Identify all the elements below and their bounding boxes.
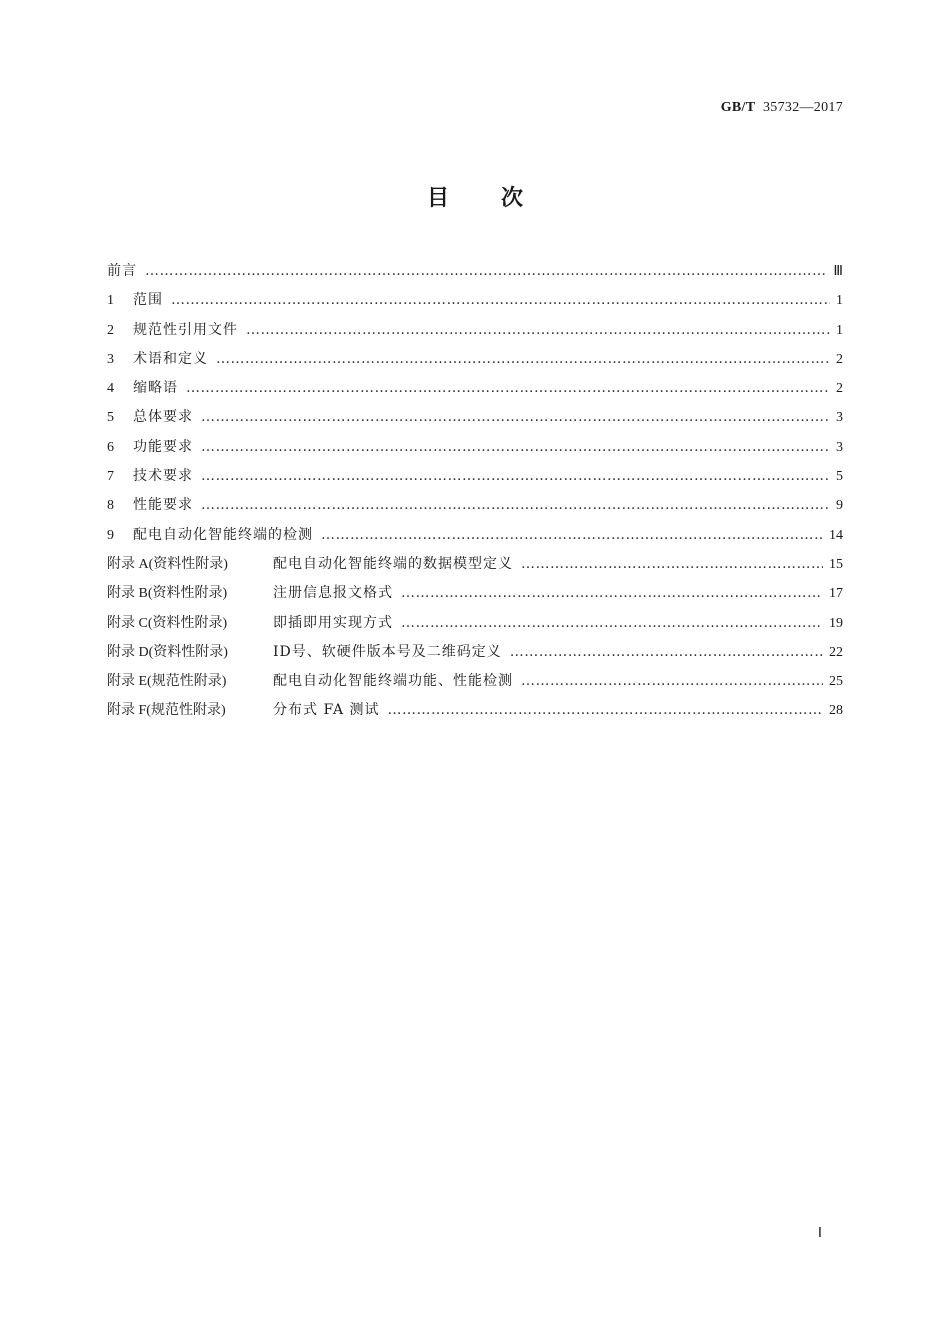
toc-entry-number: 9 xyxy=(107,527,114,543)
toc-entry-page: 3 xyxy=(836,439,843,455)
toc-entry-page: 15 xyxy=(829,556,843,572)
toc-leader-dots xyxy=(186,376,830,400)
toc-entry-page: 22 xyxy=(829,644,843,660)
toc-entry[interactable] xyxy=(107,611,843,640)
toc-entry-label: 规范性引用文件 xyxy=(133,321,238,338)
toc-leader-dots xyxy=(510,640,823,664)
toc-entry-number: 附录 E(规范性附录) xyxy=(107,674,227,690)
toc-leader-dots xyxy=(388,698,823,722)
toc-entry-number: 附录 B(资料性附录) xyxy=(107,586,228,602)
toc-leader-dots xyxy=(201,435,830,459)
toc-entry-page: 1 xyxy=(836,322,843,338)
toc-leader-dots xyxy=(521,552,823,576)
toc-entry-number: 5 xyxy=(107,410,114,426)
toc-leader-dots xyxy=(201,493,830,517)
toc-entry-page: 9 xyxy=(836,498,843,514)
toc-entry-page: 25 xyxy=(829,674,843,690)
toc-entry[interactable] xyxy=(107,669,843,698)
toc-leader-dots xyxy=(401,611,823,635)
toc-entry-label: 配电自动化智能终端功能、性能检测 xyxy=(273,673,513,690)
toc-entry[interactable] xyxy=(107,698,843,727)
toc-entry-page: 14 xyxy=(829,527,843,543)
toc-entry[interactable] xyxy=(107,523,843,552)
toc-entry-number: 6 xyxy=(107,439,114,455)
toc-entry[interactable] xyxy=(107,376,843,405)
toc-leader-dots xyxy=(401,581,823,605)
toc-entry[interactable] xyxy=(107,581,843,610)
toc-entry-label: 技术要求 xyxy=(133,468,193,485)
toc-entry[interactable] xyxy=(107,288,843,317)
toc-entry-number: 2 xyxy=(107,322,114,338)
toc-entry-label: 功能要求 xyxy=(133,438,193,455)
toc-entry[interactable] xyxy=(107,318,843,347)
toc-entry-label: 注册信息报文格式 xyxy=(273,585,393,602)
toc-entry[interactable] xyxy=(107,347,843,376)
toc-entry-number: 1 xyxy=(107,293,114,309)
toc-entry-label: 范围 xyxy=(133,292,163,309)
toc-entry-label: 性能要求 xyxy=(133,497,193,514)
toc-entry-page: 1 xyxy=(836,293,843,309)
toc-entry[interactable] xyxy=(107,464,843,493)
toc-entry-label: 术语和定义 xyxy=(133,350,208,367)
toc-entry-page: 2 xyxy=(836,381,843,397)
toc-leader-dots xyxy=(201,464,830,488)
toc-entry-page: 2 xyxy=(836,351,843,367)
toc-entry-number: 4 xyxy=(107,381,114,397)
toc-entry-page: 5 xyxy=(836,469,843,485)
toc-leader-dots xyxy=(521,669,823,693)
standard-code xyxy=(721,100,843,116)
toc-entry-page: 3 xyxy=(836,410,843,426)
toc-entry-page: Ⅲ xyxy=(833,264,843,279)
toc-entry[interactable] xyxy=(107,259,843,288)
toc-entry-number: 附录 C(资料性附录) xyxy=(107,615,228,631)
page-number: Ⅰ xyxy=(817,1226,822,1241)
toc-entry[interactable] xyxy=(107,435,843,464)
toc-entry-label: 缩略语 xyxy=(133,380,178,397)
table-of-contents xyxy=(107,259,843,728)
toc-entry-label: 即插即用实现方式 xyxy=(273,614,393,631)
standard-number: 35732—2017 xyxy=(763,100,843,115)
toc-entry[interactable] xyxy=(107,405,843,434)
toc-entry-page: 28 xyxy=(829,703,843,719)
toc-entry-number: 7 xyxy=(107,469,114,485)
toc-entry-page: 19 xyxy=(829,615,843,631)
toc-leader-dots xyxy=(321,523,823,547)
toc-entry[interactable] xyxy=(107,640,843,669)
toc-entry-number: 附录 D(资料性附录) xyxy=(107,644,228,660)
page-title: 目次 xyxy=(426,186,575,211)
toc-leader-dots xyxy=(246,318,830,342)
toc-entry[interactable] xyxy=(107,552,843,581)
toc-leader-dots xyxy=(216,347,830,371)
standard-prefix: GB/T xyxy=(720,100,756,115)
toc-leader-dots xyxy=(201,405,830,429)
toc-entry-number: 附录 F(规范性附录) xyxy=(107,703,226,719)
toc-entry-label: 配电自动化智能终端的数据模型定义 xyxy=(273,555,513,572)
toc-entry[interactable] xyxy=(107,493,843,522)
toc-entry-number: 附录 A(资料性附录) xyxy=(107,556,228,572)
toc-entry-page: 17 xyxy=(829,586,843,602)
toc-entry-number: 8 xyxy=(107,498,114,514)
toc-entry-label: ID号、软硬件版本号及二维码定义 xyxy=(273,643,502,660)
toc-entry-label: 总体要求 xyxy=(133,409,193,426)
toc-leader-dots xyxy=(171,288,830,312)
toc-leader-dots xyxy=(145,259,827,283)
toc-entry-label: 配电自动化智能终端的检测 xyxy=(133,526,313,543)
toc-entry-label: 分布式 FA 测试 xyxy=(273,702,380,719)
toc-entry-number: 3 xyxy=(107,351,114,367)
toc-entry-label: 前言 xyxy=(107,263,137,279)
